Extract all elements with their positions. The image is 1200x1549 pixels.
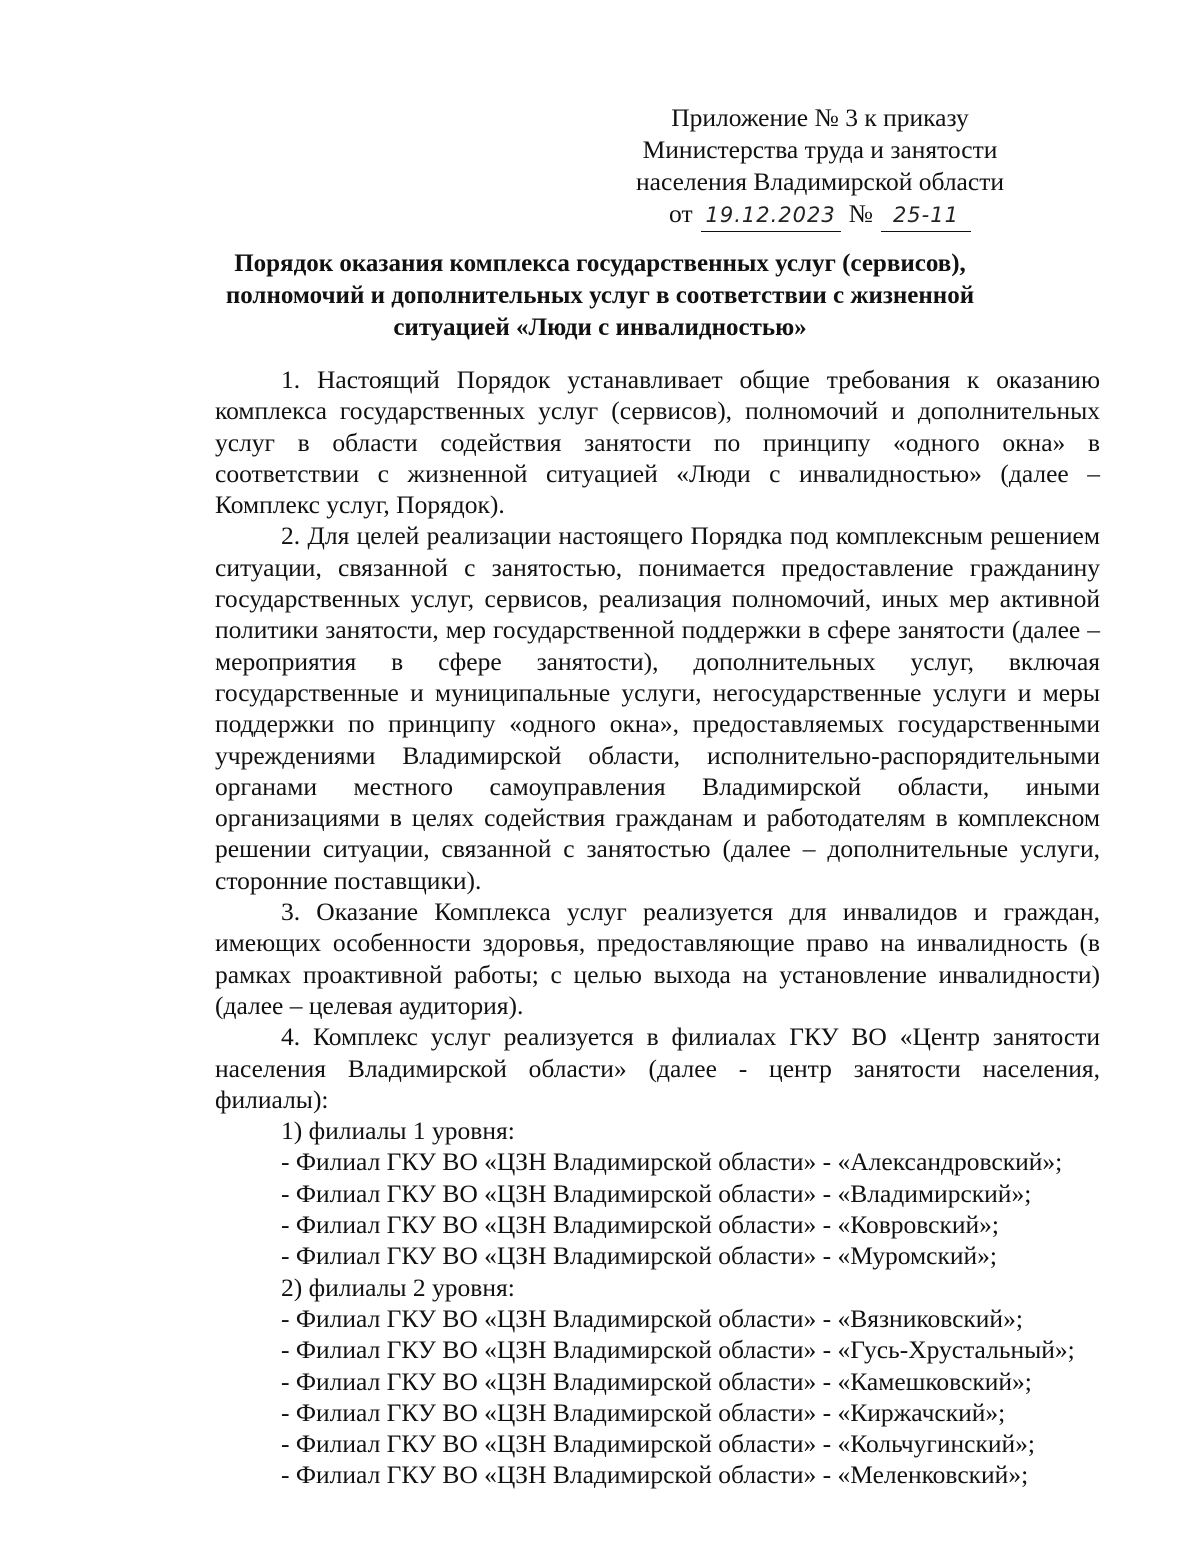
document-title <box>210 248 990 344</box>
level-1-heading: 1) филиалы 1 уровня: <box>281 1116 515 1146</box>
appendix-line-1: Приложение № 3 к приказу <box>671 103 969 132</box>
list-item: - Филиал ГКУ ВО «ЦЗН Владимирской области» - «Меленковский»; <box>281 1460 1029 1490</box>
title-line-1: Порядок оказания комплекса государственных услуг (сервисов), <box>234 250 966 277</box>
document-body <box>215 364 1100 1491</box>
paragraph-4: 4. Комплекс услуг реализуется в филиалах ГКУ ВО «Центр занятости населения Владимирской области» (далее - центр занятости населения, филиалы): <box>215 1022 1100 1114</box>
list-item: - Филиал ГКУ ВО «ЦЗН Владимирской области» - «Камешковский»; <box>281 1366 1032 1396</box>
appendix-line-2: Министерства труда и занятости <box>642 135 998 164</box>
handwritten-date: 19.12.2023 <box>701 199 841 232</box>
order-date-number-line <box>560 198 1080 232</box>
number-prefix: № <box>848 199 873 228</box>
list-item: - Филиал ГКУ ВО «ЦЗН Владимирской области» - «Вязниковский»; <box>281 1303 1023 1333</box>
list-item: - Филиал ГКУ ВО «ЦЗН Владимирской области» - «Муромский»; <box>281 1241 998 1271</box>
paragraph-3: 3. Оказание Комплекса услуг реализуется для инвалидов и граждан, имеющих особенности здоровья, предоставляющие право на инвалидность (в рамках проактивной работы; с целью выхода на установление инвалидности) (далее – целевая аудитория). <box>215 897 1100 1020</box>
list-item: - Филиал ГКУ ВО «ЦЗН Владимирской области» - «Ковровский»; <box>281 1210 999 1240</box>
title-line-2: полномочий и дополнительных услуг в соответствии с жизненной <box>225 282 975 309</box>
handwritten-order-number: 25-11 <box>881 199 971 232</box>
appendix-header <box>560 102 1080 232</box>
list-item: - Филиал ГКУ ВО «ЦЗН Владимирской области» - «Владимирский»; <box>281 1178 1032 1208</box>
paragraph-1: 1. Настоящий Порядок устанавливает общие требования к оказанию комплекса государственных услуг (сервисов), полномочий и дополнительных услуг в области содействия занятости по принципу «одного окна» в соответствии с жизненной ситуацией «Люди с инвалидностью» (далее – Комплекс услуг, Порядок). <box>215 365 1100 520</box>
list-item: - Филиал ГКУ ВО «ЦЗН Владимирской области» - «Гусь-Хрустальный»; <box>281 1335 1075 1365</box>
date-prefix: от <box>669 199 693 228</box>
paragraph-2: 2. Для целей реализации настоящего Порядка под комплексным решением ситуации, связанной с занятостью, понимается предоставление гражданину государственных услуг, сервисов, реализация полномочий, иных мер активной политики занятости, мер государственной поддержки в сфере занятости (далее – мероприятия в сфере занятости), дополнительных услуг, включая государственные и муниципальные услуги, негосударственные услуги и меры поддержки по принципу «одного окна», предоставляемых государственными учреждениями Владимирской области, исполнительно-распорядительными органами местного самоуправления Владимирской области, иными организациями в целях содействия гражданам и работодателям в комплексном решении ситуации, связанной с занятостью (далее – дополнительные услуги, сторонние поставщики). <box>215 521 1100 895</box>
appendix-line-3: населения Владимирской области <box>636 167 1004 196</box>
list-item: - Филиал ГКУ ВО «ЦЗН Владимирской области» - «Александровский»; <box>281 1147 1063 1177</box>
title-line-3: ситуацией «Люди с инвалидностью» <box>393 314 807 341</box>
list-item: - Филиал ГКУ ВО «ЦЗН Владимирской области» - «Кольчугинский»; <box>281 1429 1035 1459</box>
level-2-heading: 2) филиалы 2 уровня: <box>281 1272 515 1302</box>
list-item: - Филиал ГКУ ВО «ЦЗН Владимирской области» - «Киржачский»; <box>281 1397 1006 1427</box>
